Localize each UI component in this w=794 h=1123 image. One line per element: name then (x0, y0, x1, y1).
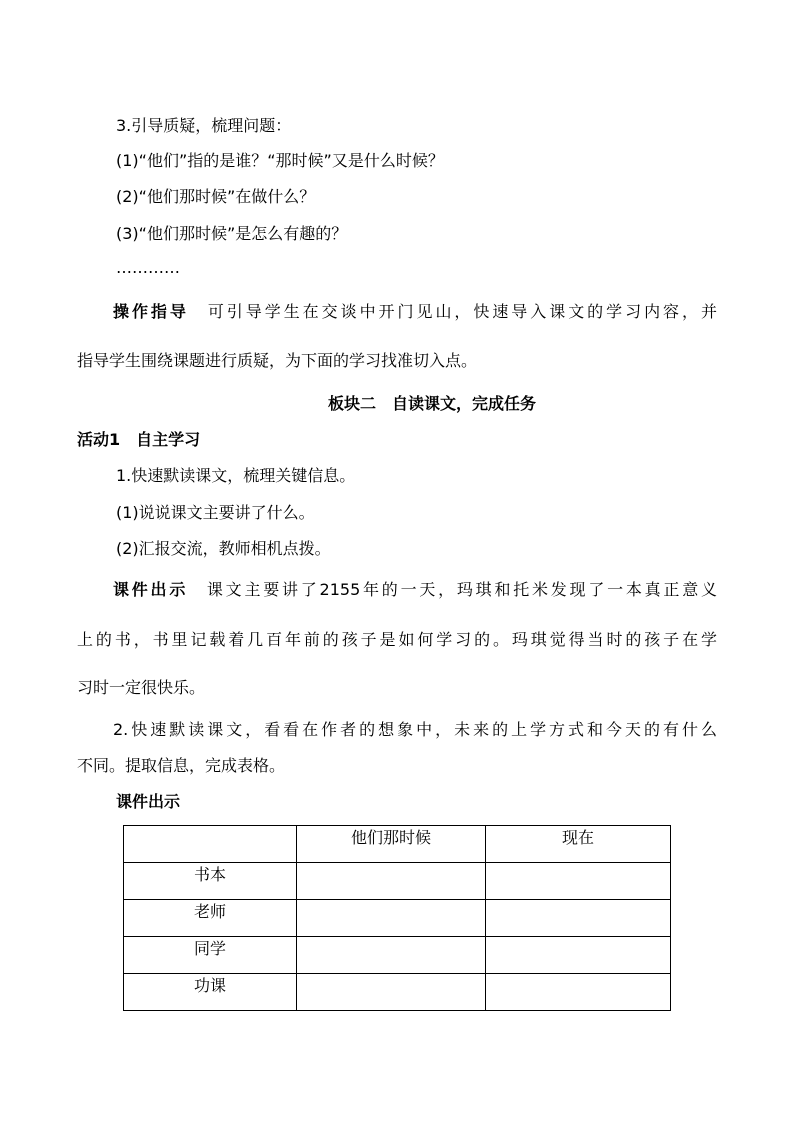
table-cell (297, 900, 486, 937)
block-title: 板块二 自读课文，完成任务 (327, 394, 536, 413)
table-row (124, 863, 671, 900)
comparison-table (123, 825, 671, 1011)
courseware-text-1: 课文主要讲了2155年的一天，玛琪和托米发现了一本真正意义 (206, 580, 717, 599)
question-2: (2)“他们那时候”在做什么？ (116, 187, 316, 206)
courseware-2-label: 课件出示 (116, 792, 181, 811)
courseware-line-3: 习时一定很快乐。 (77, 678, 206, 697)
row-label: 同学 (124, 937, 297, 974)
task-2-line-2: 不同。提取信息，完成表格。 (77, 756, 286, 775)
row-label: 功课 (124, 974, 297, 1011)
ellipsis: ………… (116, 258, 180, 277)
row-label: 老师 (124, 900, 297, 937)
table-cell (297, 937, 486, 974)
task-1-sub-2: (2)汇报交流，教师相机点拨。 (116, 539, 331, 558)
courseware-line-1 (77, 580, 717, 600)
table-header-row (124, 826, 671, 863)
guide-label: 操作指导 (113, 302, 189, 321)
table-cell (297, 863, 486, 900)
table-header-cell: 现在 (486, 826, 671, 863)
task-1: 1.快速默读课文，梳理关键信息。 (116, 466, 356, 485)
table-header-cell (124, 826, 297, 863)
question-3: (3)“他们那时候”是怎么有趣的？ (116, 224, 348, 243)
activity-label: 活动1 (77, 430, 121, 449)
table-header-cell: 他们那时候 (297, 826, 486, 863)
table-cell (486, 900, 671, 937)
table-cell (486, 937, 671, 974)
guide-text-1: 可引导学生在交谈中开门见山，快速导入课文的学习内容，并 (207, 302, 717, 321)
table-cell (486, 974, 671, 1011)
table-row (124, 900, 671, 937)
courseware-label: 课件出示 (113, 580, 189, 599)
table-cell (297, 974, 486, 1011)
table-row (124, 974, 671, 1011)
guide-line-1 (77, 302, 717, 322)
question-1: (1)“他们”指的是谁？“那时候”又是什么时候？ (116, 151, 444, 170)
row-label: 书本 (124, 863, 297, 900)
activity-title: 自主学习 (136, 430, 201, 449)
task-1-sub-1: (1)说说课文主要讲了什么。 (116, 503, 315, 522)
task-2-line-1: 2.快速默读课文，看看在作者的想象中，未来的上学方式和今天的有什么 (113, 720, 717, 739)
question-intro: 3.引导质疑，梳理问题： (116, 116, 292, 135)
activity-heading (77, 430, 200, 450)
courseware-line-2: 上的书，书里记载着几百年前的孩子是如何学习的。玛琪觉得当时的孩子在学 (77, 630, 717, 649)
table-row (124, 937, 671, 974)
guide-line-2: 指导学生围绕课题进行质疑，为下面的学习找准切入点。 (77, 351, 478, 370)
table-cell (486, 863, 671, 900)
